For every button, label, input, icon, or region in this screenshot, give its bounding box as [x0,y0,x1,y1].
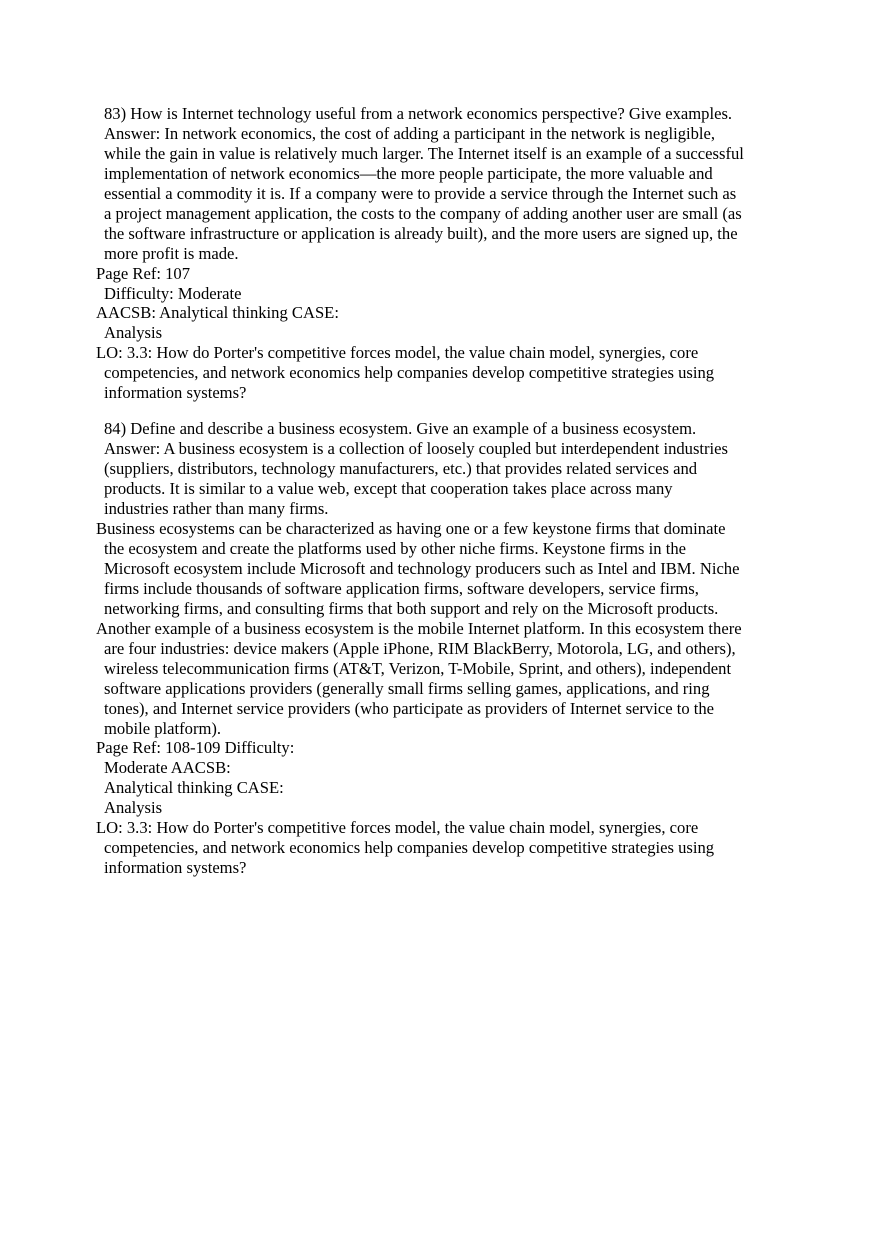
page-ref-84: Page Ref: 108-109 Difficulty: [96,738,295,757]
answer-84-line: (suppliers, distributors, technology manufacturers, etc.) that provides related services and [104,459,698,478]
answer-83-line: implementation of network economics—the more people participate, the more valuable and [104,164,713,183]
case-83: Analysis [104,323,163,342]
answer-83-line: Answer: In network economics, the cost of adding a participant in the network is negligible, [104,124,716,143]
mobile-platform-paragraph-line: tones), and Internet service providers (who participate as providers of Internet service to the [104,699,715,718]
learning-objective-83-line: competencies, and network economics help companies develop competitive strategies using [104,363,715,382]
answer-84-line: industries rather than many firms. [104,499,329,518]
ecosystem-paragraph-line: Microsoft ecosystem include Microsoft and technology producers such as Intel and IBM. Niche [104,559,740,578]
answer-84-line: Answer: A business ecosystem is a collection of loosely coupled but interdependent industries [104,439,728,458]
difficulty-83: Difficulty: Moderate [104,284,242,303]
answer-83-line: while the gain in value is relatively much larger. The Internet itself is an example of a successful [104,144,744,163]
mobile-platform-paragraph: Another example of a business ecosystem is the mobile Internet platform. In this ecosystem there [96,619,742,638]
answer-83-line: the software infrastructure or application is already built), and the more users are signed up, the [104,224,738,243]
ecosystem-paragraph-line: networking firms, and consulting firms that both support and rely on the Microsoft products. [104,599,719,618]
learning-objective-84-line: information systems? [104,858,247,877]
mobile-platform-paragraph-line: mobile platform). [104,719,222,738]
answer-83-line: more profit is made. [104,244,239,263]
ecosystem-paragraph: Business ecosystems can be characterized as having one or a few keystone firms that dominate [96,519,726,538]
mobile-platform-paragraph-line: software applications providers (generally small firms selling games, applications, and ring [104,679,710,698]
ecosystem-paragraph-line: the ecosystem and create the platforms used by other niche firms. Keystone firms in the [104,539,686,558]
difficulty-84: Moderate AACSB: [104,758,231,777]
answer-83-line: a project management application, the costs to the company of adding another user are small (as [104,204,742,223]
learning-objective-84: LO: 3.3: How do Porter's competitive forces model, the value chain model, synergies, core [96,818,699,837]
learning-objective-84-line: competencies, and network economics help companies develop competitive strategies using [104,838,715,857]
aacsb-83: AACSB: Analytical thinking CASE: [96,303,339,322]
question-84: 84) Define and describe a business ecosystem. Give an example of a business ecosystem. [104,419,697,438]
learning-objective-83: LO: 3.3: How do Porter's competitive forces model, the value chain model, synergies, core [96,343,699,362]
ecosystem-paragraph-line: firms include thousands of software application firms, software developers, service firms, [104,579,699,598]
learning-objective-83-line: information systems? [104,383,247,402]
case-84: Analysis [104,798,163,817]
page-ref-83: Page Ref: 107 [96,264,191,283]
answer-83-line: essential a commodity it is. If a company were to provide a service through the Internet such as [104,184,737,203]
question-83: 83) How is Internet technology useful from a network economics perspective? Give examples. [104,104,733,123]
aacsb-84: Analytical thinking CASE: [104,778,284,797]
mobile-platform-paragraph-line: are four industries: device makers (Apple iPhone, RIM BlackBerry, Motorola, LG, and others), [104,639,736,658]
mobile-platform-paragraph-line: wireless telecommunication firms (AT&T, Verizon, T-Mobile, Sprint, and others), independent [104,659,732,678]
answer-84-line: products. It is similar to a value web, except that cooperation takes place across many [104,479,673,498]
